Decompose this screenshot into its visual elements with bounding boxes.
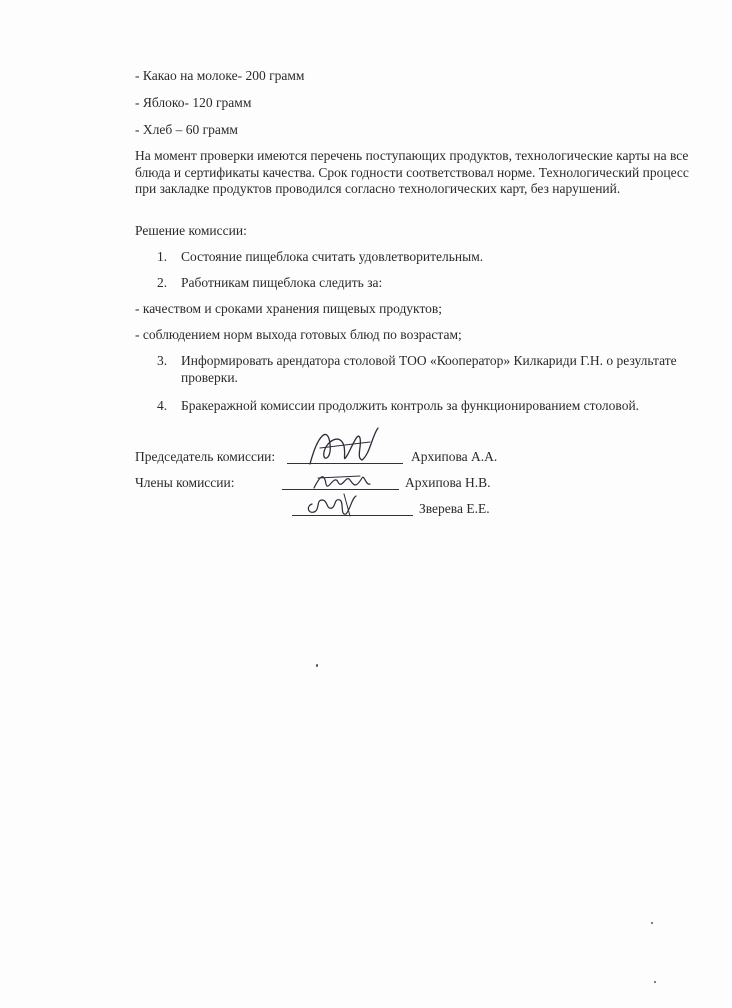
chairman-name: Архипова А.А. bbox=[411, 449, 498, 464]
member2-signature bbox=[300, 490, 370, 520]
decision-item-1 bbox=[157, 249, 483, 265]
decision-text: Работникам пищеблока следить за: bbox=[181, 275, 383, 290]
scan-speck bbox=[654, 981, 656, 983]
menu-item-bread: - Хлеб – 60 грамм bbox=[135, 122, 238, 137]
decision-number: 1. bbox=[157, 249, 168, 264]
scan-speck bbox=[651, 922, 653, 924]
decision-number: 4. bbox=[157, 398, 168, 413]
menu-item-apple: - Яблоко- 120 грамм bbox=[135, 95, 252, 110]
sub-point-storage: - качеством и сроками хранения пищевых продуктов; bbox=[135, 301, 443, 316]
member1-name: Архипова Н.В. bbox=[405, 475, 491, 490]
check-paragraph: На момент проверки имеются перечень поступающих продуктов, технологические карты на все блюда и сертификаты качества. Срок годности соответствовал норме. Технологический процесс при закладке продуктов проводился согласно технологических карт, без нарушений. bbox=[135, 148, 689, 196]
member2-name: Зверева Е.Е. bbox=[419, 501, 490, 516]
sub-point-yield: - соблюдением норм выхода готовых блюд по возрастам; bbox=[135, 327, 462, 342]
decision-number: 2. bbox=[157, 275, 168, 290]
decision-text: Бракеражной комиссии продолжить контроль за функционированием столовой. bbox=[181, 398, 640, 413]
decision-item-4 bbox=[157, 398, 639, 414]
decision-item-2 bbox=[157, 275, 382, 291]
menu-item-cocoa: - Какао на молоке- 200 грамм bbox=[135, 68, 305, 83]
chairman-label: Председатель комиссии: bbox=[135, 449, 276, 464]
decision-text: Информировать арендатора столовой ТОО «Кооператор» Килкариди Г.Н. о результате проверки. bbox=[181, 353, 677, 385]
decision-item-3 bbox=[157, 353, 701, 386]
decision-heading: Решение комиссии: bbox=[135, 223, 247, 238]
chairman-signature bbox=[300, 424, 390, 468]
scan-speck bbox=[316, 664, 318, 667]
decision-number: 3. bbox=[157, 353, 168, 368]
members-label: Члены комиссии: bbox=[135, 475, 235, 490]
decision-text: Состояние пищеблока считать удовлетворительным. bbox=[181, 249, 484, 264]
